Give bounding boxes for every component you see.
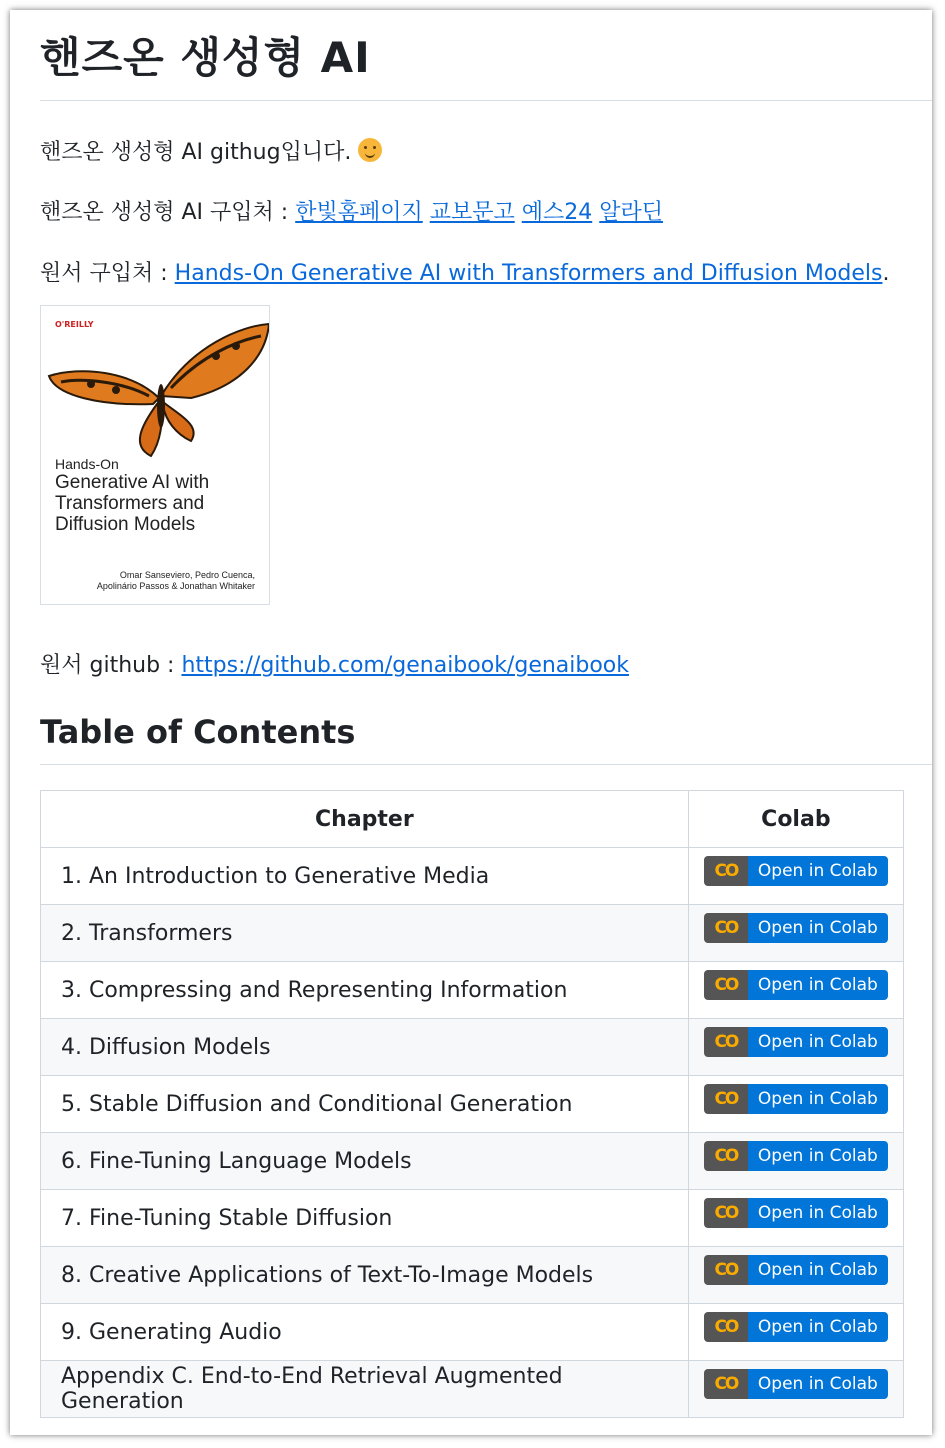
butterfly-illustration [41,316,269,466]
chapter-cell: 1. An Introduction to Generative Media [41,848,689,905]
hugging-face-emoji-icon [358,138,382,162]
cover-title-top: Hands-On [55,456,119,472]
colab-logo-icon: CO [704,1198,748,1228]
open-in-colab-label: Open in Colab [748,1084,888,1114]
open-in-colab-button[interactable] [704,1027,888,1057]
open-in-colab-button[interactable] [704,1312,888,1342]
colab-cell [688,1133,903,1190]
cover-authors-line1: Omar Sanseviero, Pedro Cuenca, [119,570,255,580]
chapter-cell: 3. Compressing and Representing Information [41,962,689,1019]
open-in-colab-button[interactable] [704,856,888,886]
table-row [41,962,904,1019]
table-row [41,905,904,962]
period: . [882,261,890,286]
colab-cell [688,1190,903,1247]
colab-logo-icon: CO [704,1027,748,1057]
intro-text: 핸즈온 생성형 AI githug입니다. [40,140,352,165]
original-paragraph [40,259,889,289]
colab-logo-icon: CO [704,856,748,886]
table-row [41,1304,904,1361]
colab-cell [688,962,903,1019]
purchase-label: 핸즈온 생성형 AI 구입처 : [40,200,289,225]
colab-logo-icon: CO [704,1255,748,1285]
chapter-cell: 8. Creative Applications of Text-To-Image Models [41,1247,689,1304]
chapter-cell: 5. Stable Diffusion and Conditional Generation [41,1076,689,1133]
colab-cell [688,1019,903,1076]
colab-logo-icon: CO [704,970,748,1000]
colab-logo-icon: CO [704,1369,748,1399]
colab-cell [688,1361,903,1418]
table-row [41,1247,904,1304]
open-in-colab-label: Open in Colab [748,913,888,943]
open-in-colab-label: Open in Colab [748,1312,888,1342]
header-colab: Colab [688,791,903,848]
link-hanbit[interactable]: 한빛홈페이지 [295,200,423,225]
open-in-colab-label: Open in Colab [748,1255,888,1285]
chapter-cell: 2. Transformers [41,905,689,962]
table-row [41,848,904,905]
chapter-cell: 4. Diffusion Models [41,1019,689,1076]
chapter-cell: 6. Fine-Tuning Language Models [41,1133,689,1190]
open-in-colab-label: Open in Colab [748,1198,888,1228]
link-kyobo[interactable]: 교보문고 [429,200,515,225]
colab-logo-icon: CO [704,913,748,943]
colab-logo-icon: CO [704,1312,748,1342]
colab-cell [688,1076,903,1133]
readme-content [40,10,932,1414]
open-in-colab-button[interactable] [704,1141,888,1171]
intro-paragraph [40,138,382,168]
table-row [41,1076,904,1133]
open-in-colab-button[interactable] [704,1255,888,1285]
toc-heading: Table of Contents [40,710,932,765]
open-in-colab-label: Open in Colab [748,856,888,886]
open-in-colab-button[interactable] [704,1198,888,1228]
chapter-cell: 7. Fine-Tuning Stable Diffusion [41,1190,689,1247]
colab-cell [688,1247,903,1304]
page-title: 핸즈온 생성형 AI [40,10,932,101]
cover-authors [97,570,255,592]
chapter-cell: 9. Generating Audio [41,1304,689,1361]
chapter-cell: Appendix C. End-to-End Retrieval Augmented Generation [41,1361,689,1418]
cover-authors-line2: Apolinário Passos & Jonathan Whitaker [96,581,255,591]
open-in-colab-label: Open in Colab [748,1027,888,1057]
cover-title-main: Generative AI with Transformers and Diffusion Models [55,472,210,535]
link-github[interactable]: https://github.com/genaibook/genaibook [181,653,630,678]
book-cover-image[interactable] [40,305,270,605]
open-in-colab-label: Open in Colab [748,1141,888,1171]
colab-cell [688,848,903,905]
colab-cell [688,1304,903,1361]
original-label: 원서 구입처 : [40,261,168,286]
open-in-colab-label: Open in Colab [748,1369,888,1399]
publisher-logo: O'REILLY [55,320,94,329]
colab-cell [688,905,903,962]
table-row [41,1190,904,1247]
open-in-colab-button[interactable] [704,1369,888,1399]
toc-table [40,790,904,1418]
page-frame [10,10,932,1435]
link-yes24[interactable]: 예스24 [521,200,593,225]
purchase-paragraph [40,198,663,228]
colab-logo-icon: CO [704,1141,748,1171]
colab-logo-icon: CO [704,1084,748,1114]
table-row [41,1133,904,1190]
header-chapter: Chapter [41,791,689,848]
github-paragraph [40,651,629,681]
open-in-colab-button[interactable] [704,1084,888,1114]
open-in-colab-button[interactable] [704,970,888,1000]
github-label: 원서 github : [40,653,175,678]
open-in-colab-label: Open in Colab [748,970,888,1000]
link-aladin[interactable]: 알라딘 [599,200,663,225]
link-original-book[interactable]: Hands-On Generative AI with Transformers and Diffusion Models [174,261,883,286]
table-row [41,1361,904,1418]
table-row [41,1019,904,1076]
open-in-colab-button[interactable] [704,913,888,943]
